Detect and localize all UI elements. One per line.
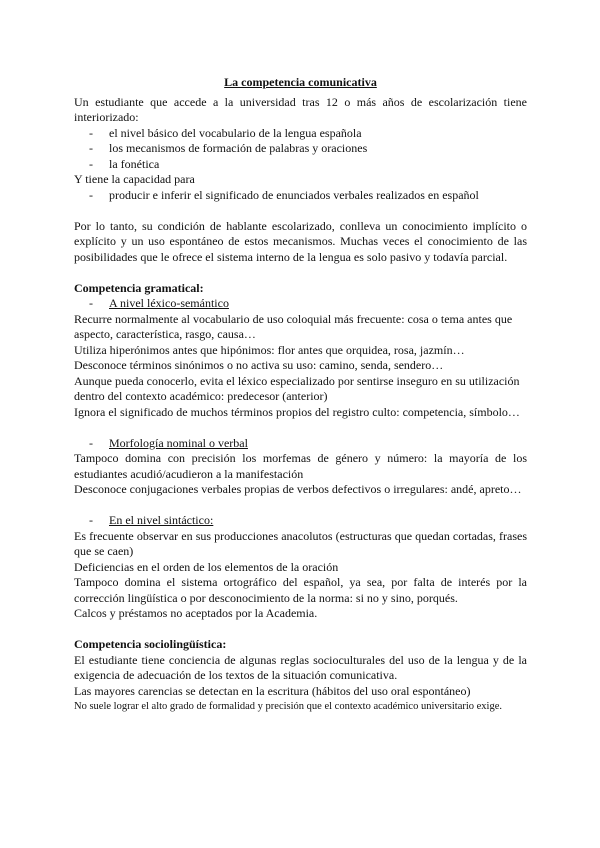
document-content [74, 75, 527, 715]
list-item: - los mecanismos de formación de palabras y oraciones [74, 141, 527, 157]
list-item: - producir e inferir el significado de enunciados verbales realizados en español [74, 188, 527, 204]
paragraph: Ignora el significado de muchos términos propios del registro culto: competencia, símbolo… [74, 404, 520, 419]
intro-conclusion: Por lo tanto, su condición de hablante escolarizado, conlleva un conocimiento implícito o explícito y un uso espontáneo de estos mecanismos. Muchas veces el conocimiento de las posibilidades que le ofrece el sistema interno de la lengua es solo pasivo y todavía parcial. [74, 218, 527, 264]
paragraph: Calcos y préstamos no aceptados por la Academia. [74, 606, 318, 620]
paragraph: Aunque pueda conocerlo, evita el léxico especializado por sentirse inseguro en su utilización dentro del contexto académico: predecesor (anterior) [74, 373, 520, 403]
capacity-list [74, 188, 527, 204]
paragraph: Es frecuente observar en sus producciones anacolutos (estructuras que quedan cortadas, frases que se caen) [74, 528, 527, 558]
paragraph: Utiliza hiperónimos antes que hipónimos: flor antes que orquidea, rosa, jazmín… [74, 342, 465, 357]
grammatical-heading: Competencia gramatical: [74, 280, 204, 295]
sociolinguistic-heading: Competencia sociolingüística: [74, 637, 227, 651]
lexical-subheading: - A nivel léxico-semántico [74, 296, 527, 312]
paragraph: Recurre normalmente al vocabulario de uso coloquial más frecuente: cosa o tema antes que aspecto, característica, rasgo, causa… [74, 311, 513, 341]
paragraph: No suele lograr el alto grado de formalidad y precisión que el contexto académico universitario exige. [74, 701, 503, 712]
paragraph: Desconoce términos sinónimos o no activa su uso: camino, senda, sendero… [74, 358, 444, 372]
syntax-subheading: - En el nivel sintáctico: [74, 513, 527, 529]
capacity-lead: Y tiene la capacidad para [74, 172, 195, 186]
list-item: - la fonética [74, 157, 527, 173]
intro-list [74, 126, 527, 173]
paragraph: Tampoco domina el sistema ortográfico del español, ya sea, por falta de interés por la corrección lingüística o por desconocimiento de la norma: si no y sino, porqués. [74, 575, 527, 605]
page-title: La competencia comunicativa [224, 75, 377, 89]
paragraph: Desconoce conjugaciones verbales propias de verbos defectivos o irregulares: andé, apreto… [74, 482, 522, 496]
paragraph: Deficiencias en el orden de los elementos de la oración [74, 559, 339, 574]
paragraph: El estudiante tiene conciencia de algunas reglas socioculturales del uso de la lengua y de la exigencia de adecuación de los textos de la situación comunicativa. [74, 652, 527, 682]
paragraph: Las mayores carencias se detectan en la escritura (hábitos del uso oral espontáneo) [74, 683, 471, 698]
intro-lead: Un estudiante que accede a la universidad tras 12 o más años de escolarización tiene interiorizado: [74, 94, 527, 124]
list-item: - el nivel básico del vocabulario de la lengua española [74, 126, 527, 142]
paragraph: Tampoco domina con precisión los morfemas de género y número: la mayoría de los estudiantes acudió/acudieron a la manifestación [74, 451, 527, 481]
morphology-subheading: - Morfología nominal o verbal [74, 436, 527, 452]
